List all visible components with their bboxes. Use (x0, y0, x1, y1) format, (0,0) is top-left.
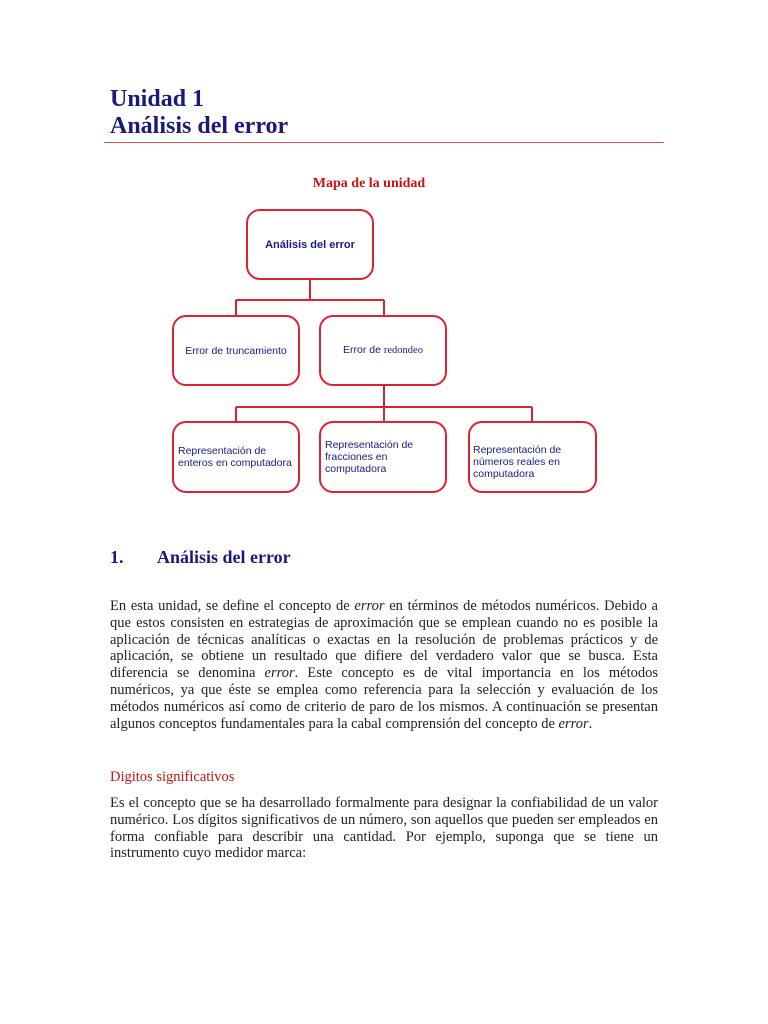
text-run: . Este concepto es de vital importancia en los métodos numéricos, ya que éste se emplea como referencia para la selección y evaluación de los métodos numéricos así como de criterio de paro de los mismos. A continuación se presentan algunos conceptos fundamentales para la cabal comprensión del concepto de (110, 665, 658, 732)
map-node-label: Análisis del error (265, 238, 355, 251)
text-run: en términos de métodos numéricos. Debido a que estos consisten en estrategias de aproximación que se emplean cuando no es posible la aplicación de técnicas analíticas o exactas en la resolución de problemas prácticos y de aplicación, se obtiene un resultado que difiere del verdadero valor que se busca. Esta diferencia se denomina (110, 598, 658, 682)
emphasis-error: error (354, 598, 385, 614)
map-node-error-redondeo (319, 315, 447, 386)
map-node-label: Error de truncamiento (185, 344, 287, 357)
text-run: . (588, 715, 593, 732)
map-node-representacion-reales (468, 421, 597, 493)
map-node-representacion-fracciones (319, 421, 447, 493)
unit-name: Análisis del error (110, 113, 289, 139)
map-node-label: Representación de números reales en computadora (473, 444, 562, 480)
map-node-label-prefix: Error de (343, 344, 384, 356)
map-node-label: Representación de fracciones en computadora (325, 439, 414, 475)
map-node-label-word: redondeo (383, 345, 423, 356)
emphasis-error: error (558, 715, 589, 732)
emphasis-error: error (264, 665, 295, 682)
map-node-representacion-enteros (172, 421, 300, 493)
unit-number: Unidad 1 (110, 86, 205, 112)
intro-paragraph (110, 598, 658, 732)
subsection-heading: Digitos significativos (110, 769, 235, 785)
section-number: 1. (110, 547, 124, 567)
concept-map-title: Mapa de la unidad (312, 176, 426, 191)
text-run: En esta unidad, se define el concepto de (110, 598, 355, 614)
map-node-error-truncamiento (172, 315, 300, 386)
significant-digits-paragraph: Es el concepto que se ha desarrollado formalmente para designar la confiabilidad de un valor numérico. Los dígitos significativos de un número, son aquellos que pueden ser empleados en forma confiable para describir una cantidad. Por ejemplo, suponga que se tiene un instrumento cuyo medidor marca: (110, 795, 658, 862)
map-node-analisis-error (246, 209, 374, 280)
map-node-label (343, 344, 423, 357)
section-heading (110, 547, 291, 568)
section-title: Análisis del error (157, 547, 291, 567)
map-node-label: Representación de enteros en computadora (178, 445, 292, 469)
